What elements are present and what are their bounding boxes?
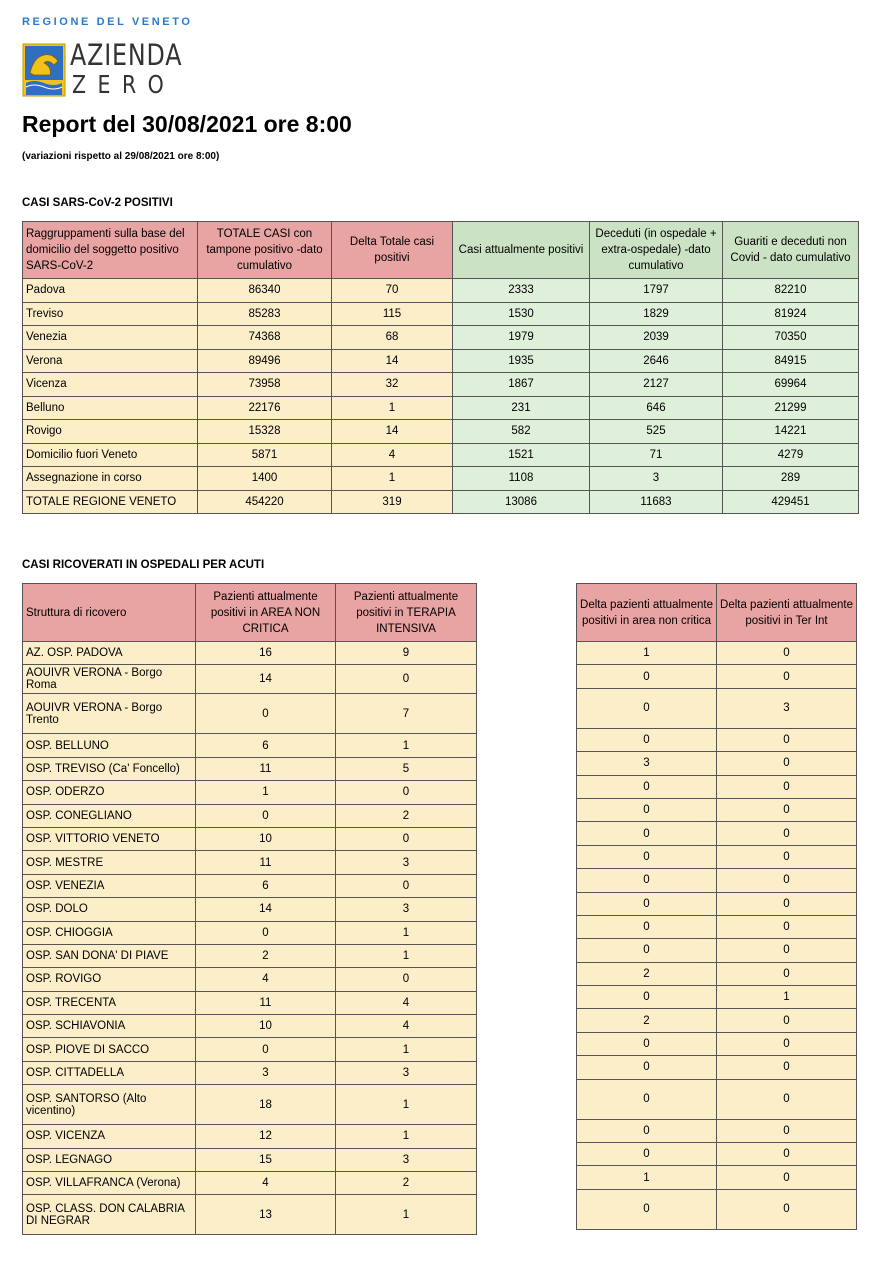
table-cell: 0 bbox=[577, 775, 717, 798]
table-cell: 0 bbox=[717, 1119, 857, 1142]
table-cell: 4 bbox=[336, 1015, 477, 1038]
table-row bbox=[23, 467, 859, 491]
table-row bbox=[577, 665, 857, 688]
hospital-name: OSP. VENEZIA bbox=[23, 874, 196, 897]
table-cell: 11683 bbox=[590, 490, 723, 514]
table-cell: 429451 bbox=[723, 490, 859, 514]
table-cell: 0 bbox=[717, 798, 857, 821]
hospital-name: OSP. DOLO bbox=[23, 898, 196, 921]
table-cell: 0 bbox=[717, 822, 857, 845]
hospital-name: OSP. SANTORSO (Alto vicentino) bbox=[23, 1085, 196, 1125]
lion-emblem-icon bbox=[22, 43, 66, 97]
table-cell: 5871 bbox=[198, 443, 332, 467]
table-cell: 0 bbox=[717, 665, 857, 688]
table-cell: 0 bbox=[717, 915, 857, 938]
table-cell: 0 bbox=[717, 1009, 857, 1032]
table-cell: 1797 bbox=[590, 279, 723, 303]
table-cell: 10 bbox=[196, 1015, 336, 1038]
table-cell: 18 bbox=[196, 1085, 336, 1125]
column-header: Pazienti attualmente positivi in AREA NON CRITICA bbox=[196, 584, 336, 642]
row-label: Rovigo bbox=[23, 420, 198, 444]
hospital-name: OSP. SCHIAVONIA bbox=[23, 1015, 196, 1038]
hospital-name: OSP. LEGNAGO bbox=[23, 1148, 196, 1171]
table-cell: 0 bbox=[577, 845, 717, 868]
table-cell: 71 bbox=[590, 443, 723, 467]
column-header: Raggruppamenti sulla base del domicilio del soggetto positivo SARS-CoV-2 bbox=[23, 222, 198, 279]
table-cell: 2 bbox=[336, 804, 477, 827]
table-cell: 454220 bbox=[198, 490, 332, 514]
table-cell: 0 bbox=[577, 1032, 717, 1055]
table-row bbox=[577, 642, 857, 665]
hospital-name: OSP. ODERZO bbox=[23, 781, 196, 804]
table-row bbox=[577, 986, 857, 1009]
row-label: Domicilio fuori Veneto bbox=[23, 443, 198, 467]
table-cell: 0 bbox=[717, 775, 857, 798]
table-cell: 0 bbox=[717, 962, 857, 985]
table-cell: 0 bbox=[336, 968, 477, 991]
table-cell: 2039 bbox=[590, 326, 723, 350]
table-cell: 70 bbox=[332, 279, 453, 303]
table-cell: 0 bbox=[577, 728, 717, 751]
table-cell: 9 bbox=[336, 642, 477, 665]
table-cell: 1400 bbox=[198, 467, 332, 491]
table-row bbox=[23, 1195, 477, 1235]
table-row bbox=[577, 1009, 857, 1032]
table-cell: 1108 bbox=[453, 467, 590, 491]
table-cell: 0 bbox=[336, 827, 477, 850]
table-row bbox=[23, 642, 477, 665]
table-row bbox=[577, 1032, 857, 1055]
table-row bbox=[23, 734, 477, 757]
table-cell: 1935 bbox=[453, 349, 590, 373]
row-label: Treviso bbox=[23, 302, 198, 326]
table-cell: 0 bbox=[336, 781, 477, 804]
table-row bbox=[23, 968, 477, 991]
table-row bbox=[577, 1079, 857, 1119]
table-cell: 0 bbox=[577, 869, 717, 892]
table-cell: 3 bbox=[590, 467, 723, 491]
table-row bbox=[577, 1056, 857, 1079]
table-row bbox=[577, 728, 857, 751]
table-cell: 22176 bbox=[198, 396, 332, 420]
table-cell: 2127 bbox=[590, 373, 723, 397]
hospital-name: OSP. ROVIGO bbox=[23, 968, 196, 991]
table-cell: 3 bbox=[336, 851, 477, 874]
table-cell: 0 bbox=[577, 688, 717, 728]
table-cell: 0 bbox=[577, 1056, 717, 1079]
table-cell: 2 bbox=[577, 1009, 717, 1032]
row-label: Belluno bbox=[23, 396, 198, 420]
table-row bbox=[577, 752, 857, 775]
table-cell: 4 bbox=[196, 968, 336, 991]
table-cell: 1 bbox=[332, 396, 453, 420]
table-row bbox=[23, 302, 859, 326]
table-row bbox=[577, 1119, 857, 1142]
table-cell: 0 bbox=[717, 642, 857, 665]
table-cell: 3 bbox=[336, 1061, 477, 1084]
table-cell: 0 bbox=[717, 845, 857, 868]
table-cell: 14 bbox=[332, 349, 453, 373]
table-cell: 0 bbox=[717, 939, 857, 962]
ricoverati-table bbox=[22, 583, 477, 1235]
table-cell: 0 bbox=[717, 752, 857, 775]
table-row bbox=[577, 939, 857, 962]
column-header: Casi attualmente positivi bbox=[453, 222, 590, 279]
table-cell: 231 bbox=[453, 396, 590, 420]
table-cell: 1 bbox=[577, 1166, 717, 1189]
page-title: Report del 30/08/2021 ore 8:00 bbox=[22, 111, 352, 137]
table-cell: 0 bbox=[577, 1189, 717, 1229]
table-cell: 1 bbox=[336, 1038, 477, 1061]
table-row bbox=[23, 781, 477, 804]
table-cell: 2 bbox=[196, 944, 336, 967]
table-cell: 74368 bbox=[198, 326, 332, 350]
table-cell: 1 bbox=[196, 781, 336, 804]
table-cell: 13086 bbox=[453, 490, 590, 514]
table-cell: 73958 bbox=[198, 373, 332, 397]
table-row bbox=[23, 757, 477, 780]
table-cell: 0 bbox=[717, 1143, 857, 1166]
table-cell: 84915 bbox=[723, 349, 859, 373]
hospital-name: OSP. VICENZA bbox=[23, 1125, 196, 1148]
table-row bbox=[577, 822, 857, 845]
table-row bbox=[23, 326, 859, 350]
table-cell: 11 bbox=[196, 851, 336, 874]
hospital-name: OSP. MESTRE bbox=[23, 851, 196, 874]
section-title-positivi: CASI SARS-CoV-2 POSITIVI bbox=[22, 197, 173, 209]
table-row bbox=[577, 915, 857, 938]
table-cell: 1 bbox=[577, 642, 717, 665]
row-label: TOTALE REGIONE VENETO bbox=[23, 490, 198, 514]
section-title-ricoverati: CASI RICOVERATI IN OSPEDALI PER ACUTI bbox=[22, 559, 265, 571]
table-cell: 3 bbox=[717, 688, 857, 728]
table-cell: 69964 bbox=[723, 373, 859, 397]
table-cell: 2646 bbox=[590, 349, 723, 373]
table-row bbox=[23, 874, 477, 897]
hospital-name: AOUIVR VERONA - Borgo Trento bbox=[23, 694, 196, 734]
hospital-name: OSP. CITTADELLA bbox=[23, 1061, 196, 1084]
table-cell: 32 bbox=[332, 373, 453, 397]
table-row bbox=[23, 694, 477, 734]
table-row bbox=[23, 1148, 477, 1171]
table-cell: 0 bbox=[577, 1119, 717, 1142]
column-header: Delta Totale casi positivi bbox=[332, 222, 453, 279]
table-cell: 0 bbox=[717, 1079, 857, 1119]
table-row bbox=[577, 775, 857, 798]
column-header: TOTALE CASI con tampone positivo -dato cumulativo bbox=[198, 222, 332, 279]
row-label: Vicenza bbox=[23, 373, 198, 397]
hospital-name: OSP. PIOVE DI SACCO bbox=[23, 1038, 196, 1061]
table-cell: 0 bbox=[577, 1143, 717, 1166]
table-row bbox=[577, 962, 857, 985]
table-cell: 1 bbox=[336, 921, 477, 944]
table-cell: 6 bbox=[196, 734, 336, 757]
table-row bbox=[23, 898, 477, 921]
table-cell: 1 bbox=[336, 944, 477, 967]
table-cell: 1 bbox=[336, 1195, 477, 1235]
table-row bbox=[23, 1172, 477, 1195]
table-row bbox=[577, 869, 857, 892]
table-cell: 0 bbox=[196, 921, 336, 944]
hospital-name: OSP. CLASS. DON CALABRIA DI NEGRAR bbox=[23, 1195, 196, 1235]
table-cell: 3 bbox=[196, 1061, 336, 1084]
table-cell: 1 bbox=[717, 986, 857, 1009]
table-row bbox=[23, 396, 859, 420]
table-cell: 4 bbox=[336, 991, 477, 1014]
table-cell: 1867 bbox=[453, 373, 590, 397]
table-cell: 85283 bbox=[198, 302, 332, 326]
table-cell: 0 bbox=[717, 728, 857, 751]
table-cell: 0 bbox=[717, 892, 857, 915]
table-cell: 2333 bbox=[453, 279, 590, 303]
hospital-name: OSP. TREVISO (Ca' Foncello) bbox=[23, 757, 196, 780]
table-cell: 289 bbox=[723, 467, 859, 491]
table-cell: 4279 bbox=[723, 443, 859, 467]
table-cell: 525 bbox=[590, 420, 723, 444]
table-cell: 0 bbox=[717, 1056, 857, 1079]
org-name-line2: ZERO bbox=[72, 70, 176, 99]
table-cell: 1521 bbox=[453, 443, 590, 467]
table-cell: 0 bbox=[577, 798, 717, 821]
table-cell: 0 bbox=[196, 694, 336, 734]
table-cell: 15328 bbox=[198, 420, 332, 444]
table-cell: 0 bbox=[717, 1032, 857, 1055]
row-label: Venezia bbox=[23, 326, 198, 350]
table-cell: 0 bbox=[577, 939, 717, 962]
table-row bbox=[23, 349, 859, 373]
table-cell: 1 bbox=[336, 1085, 477, 1125]
row-label: Assegnazione in corso bbox=[23, 467, 198, 491]
table-cell: 646 bbox=[590, 396, 723, 420]
table-cell: 0 bbox=[577, 892, 717, 915]
table-row bbox=[577, 845, 857, 868]
table-cell: 582 bbox=[453, 420, 590, 444]
table-row bbox=[577, 1143, 857, 1166]
table-row bbox=[23, 420, 859, 444]
table-cell: 1 bbox=[336, 1125, 477, 1148]
hospital-name: OSP. VILLAFRANCA (Verona) bbox=[23, 1172, 196, 1195]
table-cell: 89496 bbox=[198, 349, 332, 373]
column-header: Guariti e deceduti non Covid - dato cumulativo bbox=[723, 222, 859, 279]
org-name-line1: AZIENDA bbox=[70, 38, 183, 72]
column-header: Pazienti attualmente positivi in TERAPIA INTENSIVA bbox=[336, 584, 477, 642]
table-row bbox=[23, 1061, 477, 1084]
table-cell: 0 bbox=[196, 804, 336, 827]
hospital-name: AOUIVR VERONA - Borgo Roma bbox=[23, 665, 196, 694]
table-cell: 70350 bbox=[723, 326, 859, 350]
table-cell: 0 bbox=[717, 1166, 857, 1189]
azienda-zero-logo bbox=[22, 16, 193, 100]
table-row bbox=[577, 1189, 857, 1229]
table-cell: 14 bbox=[196, 898, 336, 921]
table-row bbox=[23, 665, 477, 694]
table-cell: 1 bbox=[332, 467, 453, 491]
hospital-name: OSP. SAN DONA' DI PIAVE bbox=[23, 944, 196, 967]
hospital-name: OSP. BELLUNO bbox=[23, 734, 196, 757]
table-cell: 0 bbox=[577, 986, 717, 1009]
table-cell: 14 bbox=[196, 665, 336, 694]
table-cell: 5 bbox=[336, 757, 477, 780]
table-cell: 7 bbox=[336, 694, 477, 734]
table-row bbox=[577, 892, 857, 915]
table-header-row bbox=[577, 584, 857, 642]
table-row bbox=[23, 1085, 477, 1125]
table-cell: 14 bbox=[332, 420, 453, 444]
table-row bbox=[23, 443, 859, 467]
hospital-name: OSP. VITTORIO VENETO bbox=[23, 827, 196, 850]
table-cell: 0 bbox=[717, 869, 857, 892]
page-subtitle: (variazioni rispetto al 29/08/2021 ore 8:00) bbox=[22, 151, 220, 162]
hospital-name: AZ. OSP. PADOVA bbox=[23, 642, 196, 665]
table-cell: 11 bbox=[196, 757, 336, 780]
table-cell: 3 bbox=[336, 898, 477, 921]
table-cell: 4 bbox=[332, 443, 453, 467]
table-cell: 86340 bbox=[198, 279, 332, 303]
table-row bbox=[23, 1038, 477, 1061]
table-cell: 319 bbox=[332, 490, 453, 514]
hospital-name: OSP. TRECENTA bbox=[23, 991, 196, 1014]
table-row bbox=[23, 991, 477, 1014]
table-cell: 115 bbox=[332, 302, 453, 326]
column-header: Delta pazienti attualmente positivi in area non critica bbox=[577, 584, 717, 642]
table-cell: 0 bbox=[717, 1189, 857, 1229]
row-label: Padova bbox=[23, 279, 198, 303]
table-cell: 0 bbox=[577, 1079, 717, 1119]
column-header: Struttura di ricovero bbox=[23, 584, 196, 642]
table-row bbox=[577, 688, 857, 728]
table-row bbox=[23, 279, 859, 303]
table-cell: 3 bbox=[577, 752, 717, 775]
table-cell: 1979 bbox=[453, 326, 590, 350]
table-row bbox=[23, 851, 477, 874]
table-row bbox=[23, 490, 859, 514]
table-cell: 0 bbox=[577, 665, 717, 688]
table-cell: 1 bbox=[336, 734, 477, 757]
table-row bbox=[577, 1166, 857, 1189]
table-row bbox=[23, 804, 477, 827]
hospital-name: OSP. CHIOGGIA bbox=[23, 921, 196, 944]
row-label: Verona bbox=[23, 349, 198, 373]
table-cell: 15 bbox=[196, 1148, 336, 1171]
positivi-table bbox=[22, 221, 859, 514]
table-cell: 68 bbox=[332, 326, 453, 350]
table-row bbox=[23, 827, 477, 850]
table-cell: 2 bbox=[577, 962, 717, 985]
table-cell: 11 bbox=[196, 991, 336, 1014]
table-row bbox=[23, 373, 859, 397]
table-header-row bbox=[23, 222, 859, 279]
hospital-name: OSP. CONEGLIANO bbox=[23, 804, 196, 827]
table-cell: 10 bbox=[196, 827, 336, 850]
table-cell: 3 bbox=[336, 1148, 477, 1171]
table-cell: 21299 bbox=[723, 396, 859, 420]
table-cell: 0 bbox=[336, 874, 477, 897]
column-header: Deceduti (in ospedale + extra-ospedale) -dato cumulativo bbox=[590, 222, 723, 279]
table-row bbox=[23, 921, 477, 944]
region-name: REGIONE DEL VENETO bbox=[22, 16, 193, 28]
table-cell: 0 bbox=[577, 822, 717, 845]
table-cell: 2 bbox=[336, 1172, 477, 1195]
table-cell: 0 bbox=[336, 665, 477, 694]
table-cell: 82210 bbox=[723, 279, 859, 303]
table-cell: 0 bbox=[196, 1038, 336, 1061]
table-row bbox=[577, 798, 857, 821]
table-cell: 4 bbox=[196, 1172, 336, 1195]
table-cell: 16 bbox=[196, 642, 336, 665]
table-row bbox=[23, 1125, 477, 1148]
table-header-row bbox=[23, 584, 477, 642]
table-cell: 1829 bbox=[590, 302, 723, 326]
table-cell: 12 bbox=[196, 1125, 336, 1148]
table-cell: 0 bbox=[577, 915, 717, 938]
table-row bbox=[23, 944, 477, 967]
column-header: Delta pazienti attualmente positivi in Ter Int bbox=[717, 584, 857, 642]
table-cell: 13 bbox=[196, 1195, 336, 1235]
table-cell: 14221 bbox=[723, 420, 859, 444]
table-row bbox=[23, 1015, 477, 1038]
table-cell: 6 bbox=[196, 874, 336, 897]
delta-ricoverati-table bbox=[576, 583, 857, 1230]
table-cell: 1530 bbox=[453, 302, 590, 326]
table-cell: 81924 bbox=[723, 302, 859, 326]
